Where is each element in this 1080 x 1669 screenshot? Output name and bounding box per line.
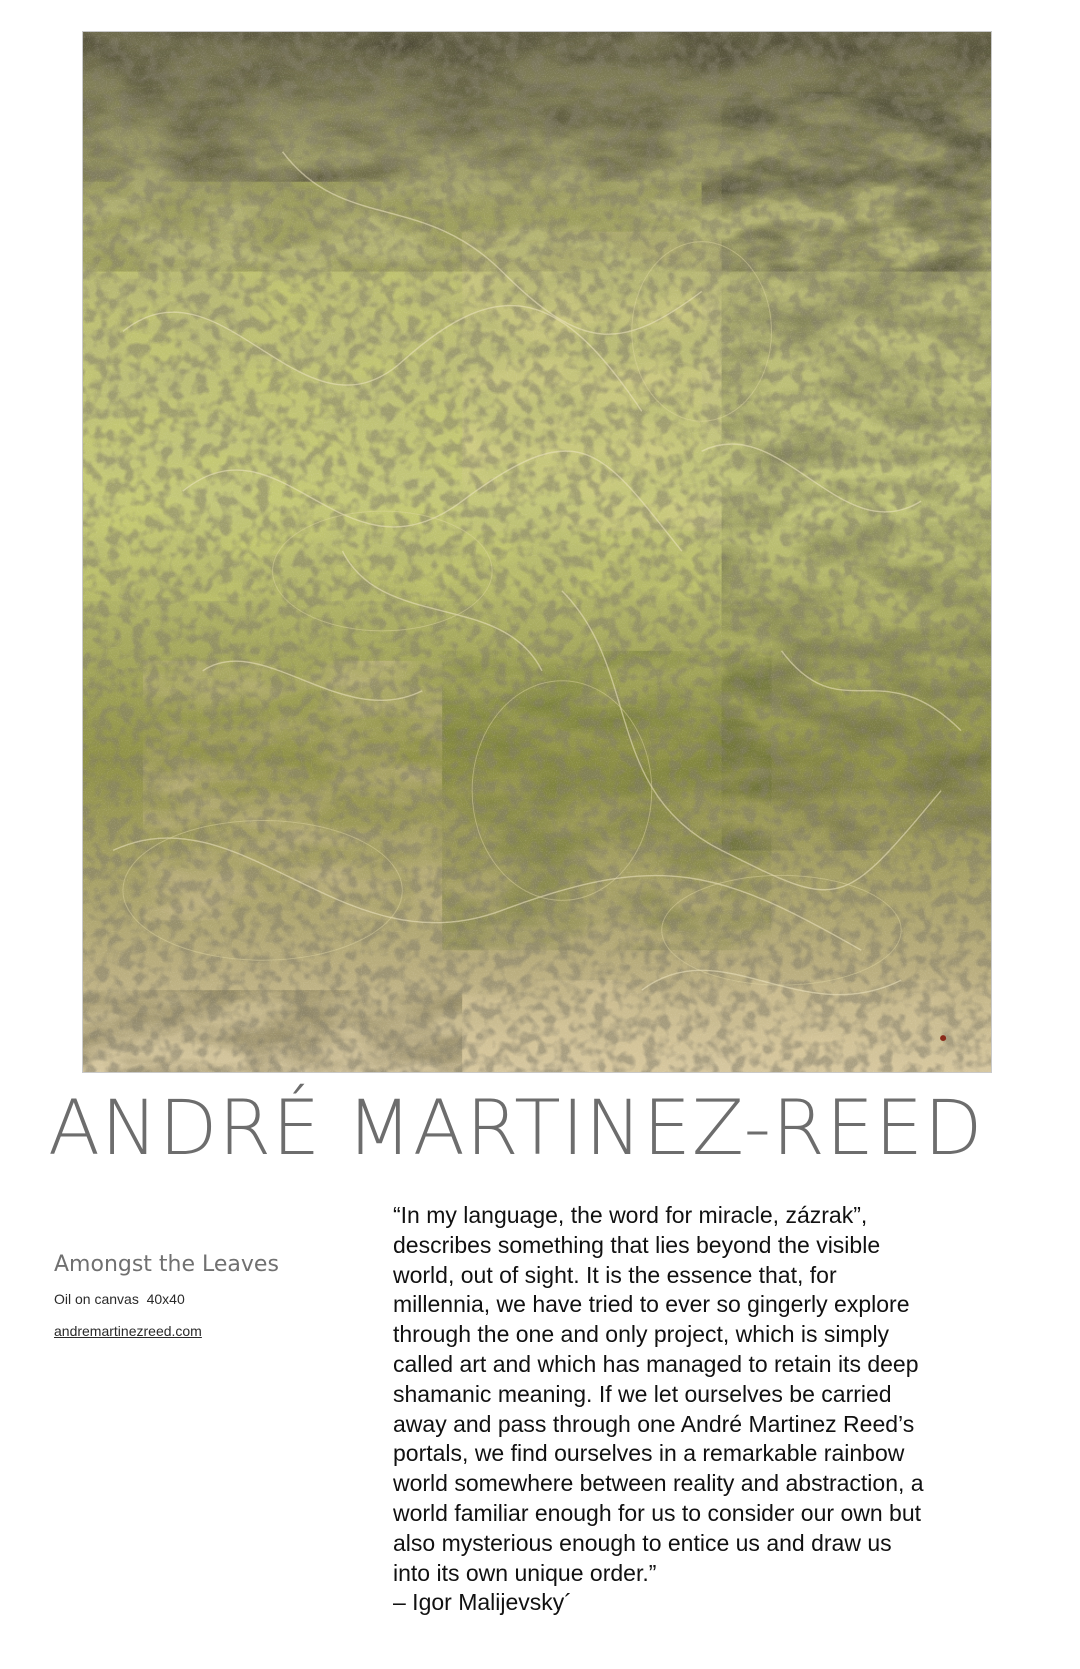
quote-line: world somewhere between reality and abstraction, a bbox=[393, 1470, 924, 1497]
quote-attribution: – Igor Malijevsky´ bbox=[393, 1589, 572, 1616]
artwork-medium: Oil on canvas 40x40 bbox=[54, 1291, 185, 1307]
quote-line: portals, we find ourselves in a remarkable rainbow bbox=[393, 1440, 905, 1467]
quote-line: called art and which has managed to retain its deep bbox=[393, 1350, 919, 1377]
quote-line: away and pass through one André Martinez Reed’s bbox=[393, 1410, 915, 1437]
quote-line: “In my language, the word for miracle, zázrak”, bbox=[393, 1202, 868, 1228]
artwork-caption bbox=[54, 1252, 354, 1341]
quote-line: describes something that lies beyond the visible bbox=[393, 1231, 881, 1258]
abstract-painting bbox=[83, 32, 991, 1072]
quote-line: world, out of sight. It is the essence that, for bbox=[393, 1261, 837, 1288]
quote-line: millennia, we have tried to ever so gingerly explore bbox=[393, 1291, 910, 1318]
quote-line: world familiar enough for us to consider our own but bbox=[393, 1499, 922, 1526]
quote-line: through the one and only project, which is simply bbox=[393, 1321, 890, 1348]
quote-line: also mysterious enough to entice us and draw us bbox=[393, 1529, 892, 1556]
artwork-title: Amongst the Leaves bbox=[54, 1252, 279, 1277]
artist-name-heading: ANDRÉ MARTINEZ-REED bbox=[48, 1083, 984, 1172]
quote-line: into its own unique order.” bbox=[393, 1559, 657, 1586]
artist-quote bbox=[393, 1201, 993, 1618]
painting-image bbox=[82, 31, 992, 1073]
website-link[interactable]: andremartinezreed.com bbox=[54, 1323, 202, 1339]
quote-line: shamanic meaning. If we let ourselves be carried bbox=[393, 1380, 892, 1407]
